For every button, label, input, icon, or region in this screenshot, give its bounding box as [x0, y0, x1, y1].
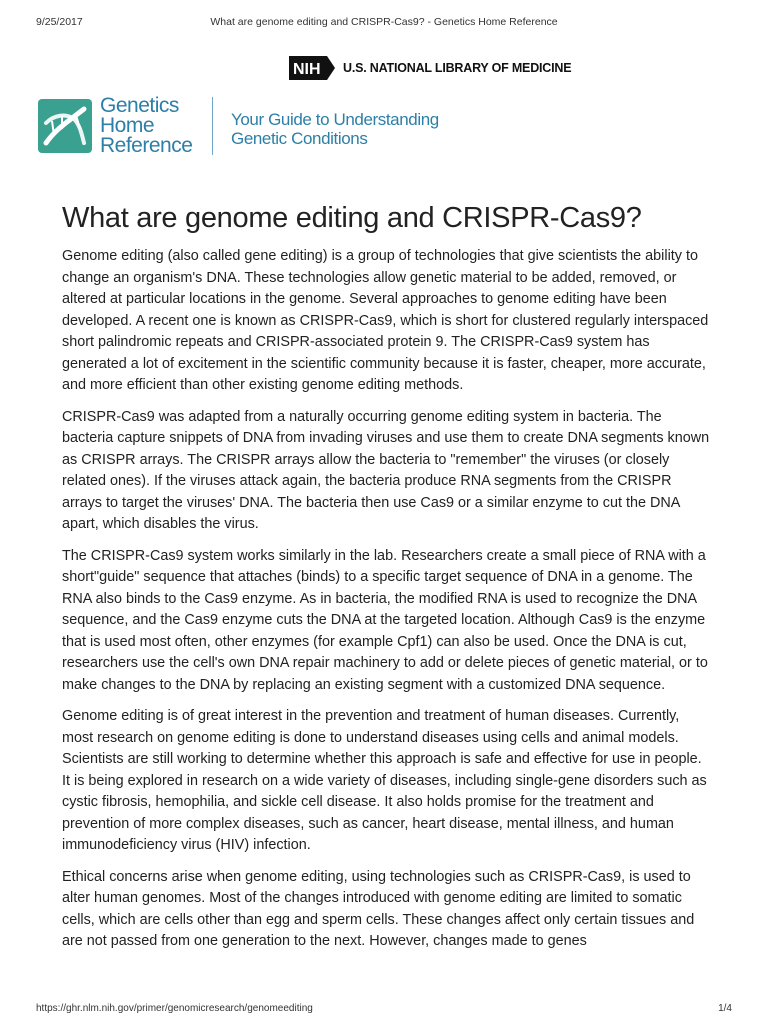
print-page-number: 1/4	[718, 1003, 732, 1014]
ghr-tagline-line2: Genetic Conditions	[231, 129, 368, 148]
ghr-wordmark	[100, 96, 192, 156]
page-title: What are genome editing and CRISPR-Cas9?	[62, 202, 642, 234]
article-paragraph-1: Genome editing (also called gene editing) is a group of technologies that give scientists the ability to change an organism's DNA. These technologies allow genetic material to be added, removed, or altered at particular locations in the genome. Several approaches to genome editing have been developed. A recent one is known as CRISPR-Cas9, which is short for clustered regularly interspaced short palindromic repeats and CRISPR-associated protein 9. The CRISPR-Cas9 system has generated a lot of excitement in the scientific community because it is faster, cheaper, more accurate, and more efficient than other existing genome editing methods.	[62, 248, 709, 393]
print-document-title: What are genome editing and CRISPR-Cas9? - Genetics Home Reference	[210, 16, 558, 28]
nlm-library-name: U.S. NATIONAL LIBRARY OF MEDICINE	[343, 61, 572, 75]
article-paragraph-5: Ethical concerns arise when genome editing, using technologies such as CRISPR-Cas9, is used to alter human genomes. Most of the changes introduced with genome editing are limited to somatic cells, which are cells other than egg and sperm cells. These changes affect only certain tissues and are not passed from one generation to the next. However, changes made to genes	[62, 868, 695, 949]
print-url[interactable]: https://ghr.nlm.nih.gov/primer/genomicresearch/genomeediting	[36, 1003, 313, 1014]
nih-logo-text: NIH	[293, 61, 321, 78]
nih-logo	[287, 53, 337, 83]
ghr-tagline	[231, 110, 439, 148]
print-header	[36, 16, 732, 30]
brand-divider	[212, 97, 213, 155]
ghr-logo[interactable]	[38, 95, 192, 157]
article-content	[62, 200, 712, 963]
dna-helix-icon	[38, 99, 92, 153]
nih-banner[interactable]	[287, 53, 571, 83]
ghr-wordmark-line1: Genetics	[100, 94, 179, 117]
print-footer	[36, 1003, 732, 1017]
article-paragraph-3: The CRISPR-Cas9 system works similarly in the lab. Researchers create a small piece of RNA with a short"guide" sequence that attaches (binds) to a specific target sequence of DNA in a genome. The RNA also binds to the Cas9 enzyme. As in bacteria, the modified RNA is used to recognize the DNA sequence, and the Cas9 enzyme cuts the DNA at the targeted location. Although Cas9 is the enzyme that is used most often, other enzymes (for example Cpf1) can also be used. Once the DNA is cut, researchers use the cell's own DNA repair machinery to add or delete pieces of genetic material, or to make changes to the DNA by replacing an existing segment with a customized DNA sequence.	[62, 547, 708, 693]
article-paragraph-2: CRISPR-Cas9 was adapted from a naturally occurring genome editing system in bacteria. The bacteria capture snippets of DNA from invading viruses and use them to create DNA segments known as CRISPR arrays. The CRISPR arrays allow the bacteria to "remember" the viruses (or closely related ones). If the viruses attack again, the bacteria produce RNA segments from the CRISPR arrays to target the viruses' DNA. The bacteria then use Cas9 or a similar enzyme to cut the DNA apart, which disables the virus.	[62, 408, 710, 532]
ghr-wordmark-line2: Home	[100, 114, 155, 137]
article-paragraph-4: Genome editing is of great interest in the prevention and treatment of human diseases. Currently, most research on genome editing is done to understand diseases using cells and animal models. Scientists are still working to determine whether this approach is safe and effective for use in people. It is being explored in research on a wide variety of diseases, including single-gene disorders such as cystic fibrosis, hemophilia, and sickle cell disease. It also holds promise for the treatment and prevention of more complex diseases, such as cancer, heart disease, mental illness, and human immunodeficiency virus (HIV) infection.	[62, 708, 707, 853]
print-date: 9/25/2017	[36, 16, 83, 28]
ghr-wordmark-line3: Reference	[100, 134, 193, 157]
ghr-tagline-line1: Your Guide to Understanding	[231, 110, 439, 129]
